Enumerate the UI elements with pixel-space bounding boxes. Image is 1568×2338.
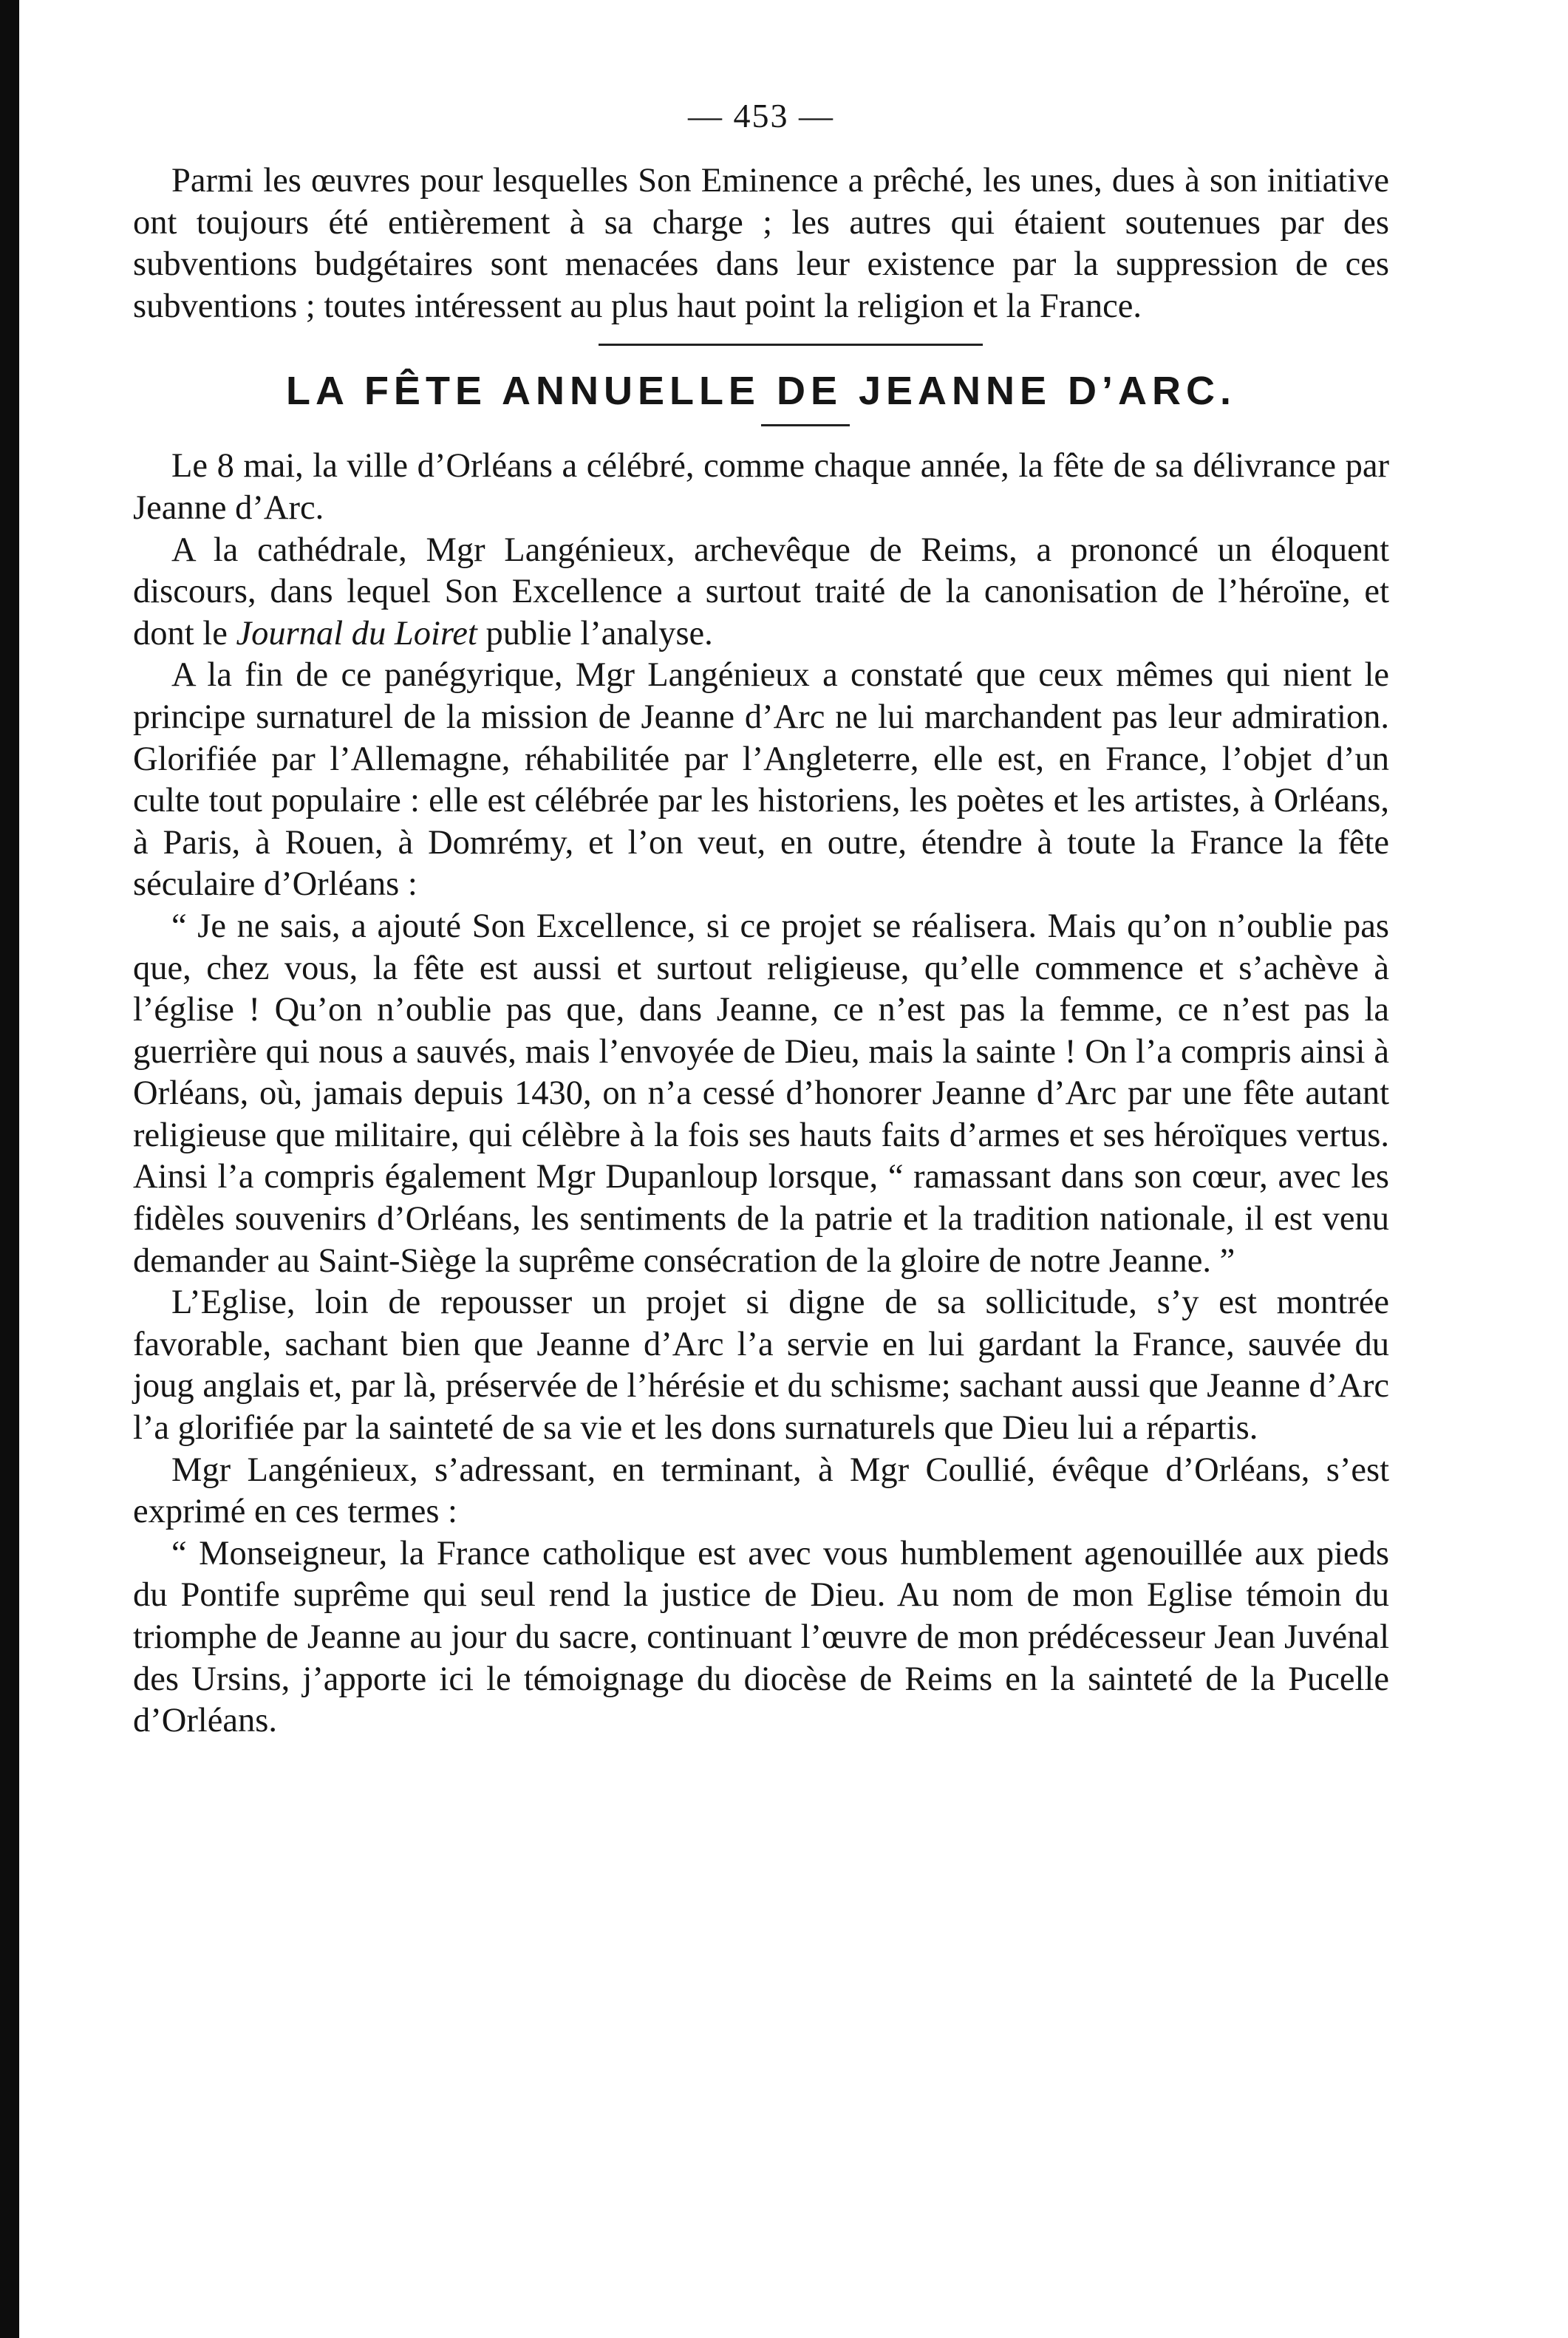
- binding-edge: [0, 0, 19, 2338]
- paragraph-4-quote: “ Je ne sais, a ajouté Son Excellence, si ce projet se réalisera. Mais qu’on n’oublie pas que, chez vous, la fête est aussi et surtout religieuse, qu’elle commence et s’achève à l’église ! Qu’on n’oublie pas que, dans Jeanne, ce n’est pas la femme, ce n’est pas la guerrière qui nous a sauvés, mais l’envoyée de Dieu, mais la sainte ! On l’a compris ainsi à Orléans, où, jamais depuis 1430, on n’a cessé d’honorer Jeanne d’Arc par une fête autant religieuse que militaire, qui célèbre à la fois ses hauts faits d’armes et ses héroïques vertus. Ainsi l’a compris également Mgr Dupanloup lorsque, “ ramassant dans son cœur, avec les fidèles souvenirs d’Orléans, les sentiments de la patrie et la tradition nationale, il est venu demander au Saint-Siège la suprême consécration de la gloire de notre Jeanne. ”: [133, 907, 1389, 1280]
- paragraph-1: Le 8 mai, la ville d’Orléans a célébré, comme chaque année, la fête de sa délivrance par Jeanne d’Arc.: [133, 447, 1389, 527]
- paragraph-2: [133, 530, 1389, 655]
- paragraph-6: Mgr Langénieux, s’adressant, en terminant, à Mgr Coullié, évêque d’Orléans, s’est exprimé en ces termes :: [133, 1451, 1389, 1531]
- paragraph-3: A la fin de ce panégyrique, Mgr Langénieux a constaté que ceux mêmes qui nient le principe surnaturel de la mission de Jeanne d’Arc ne lui marchandent pas leur admiration. Glorifiée par l’Allemagne, réhabilitée par l’Angleterre, elle est, en France, l’objet d’un culte tout populaire : elle est célébrée par les historiens, les poètes et les artistes, à Orléans, à Paris, à Rouen, à Domrémy, et l’on veut, en outre, étendre à toute la France la fête séculaire d’Orléans :: [133, 656, 1389, 904]
- heading-underline: [761, 424, 850, 426]
- paragraph-7-quote: “ Monseigneur, la France catholique est avec vous humblement agenouillée aux pieds du Pontife suprême qui seul rend la justice de Dieu. Au nom de mon Eglise témoin du triomphe de Jeanne au jour du sacre, continuant l’œuvre de mon prédécesseur Jean Juvénal des Ursins, j’apporte ici le témoignage du diocèse de Reims en la sainteté de la Pucelle d’Orléans.: [133, 1534, 1389, 1740]
- paragraph-2-text-a: A la cathédrale, Mgr Langénieux, archevêque de Reims, a prononcé un éloquent discours, dans lequel Son Excellence a surtout traité de la canonisation de l’héroïne, et dont le: [133, 531, 1389, 652]
- section-divider: [599, 344, 983, 346]
- page-number: — 453 —: [688, 97, 834, 134]
- paragraph-2-text-b: publie l’analyse.: [485, 614, 713, 652]
- intro-paragraph: Parmi les œuvres pour lesquelles Son Eminence a prêché, les unes, dues à son initiative ont toujours été entièrement à sa charge ; les autres qui étaient soutenues par des subventions budgétaires sont menacées dans leur existence par la suppression de ces subventions ; toutes intéressent au plus haut point la religion et la France.: [133, 162, 1389, 325]
- paragraph-5: L’Eglise, loin de repousser un projet si digne de sa sollicitude, s’y est montrée favorable, sachant bien que Jeanne d’Arc l’a servie en lui gardant la France, sauvée du joug anglais et, par là, préservée de l’hérésie et du schisme; sachant aussi que Jeanne d’Arc l’a glorifiée par la sainteté de sa vie et les dons surnaturels que Dieu lui a répartis.: [133, 1284, 1389, 1448]
- book-page: [133, 96, 1389, 1742]
- journal-title: Journal du Loiret: [236, 614, 477, 652]
- section-heading: LA FÊTE ANNUELLE DE JEANNE D’ARC.: [285, 369, 1237, 414]
